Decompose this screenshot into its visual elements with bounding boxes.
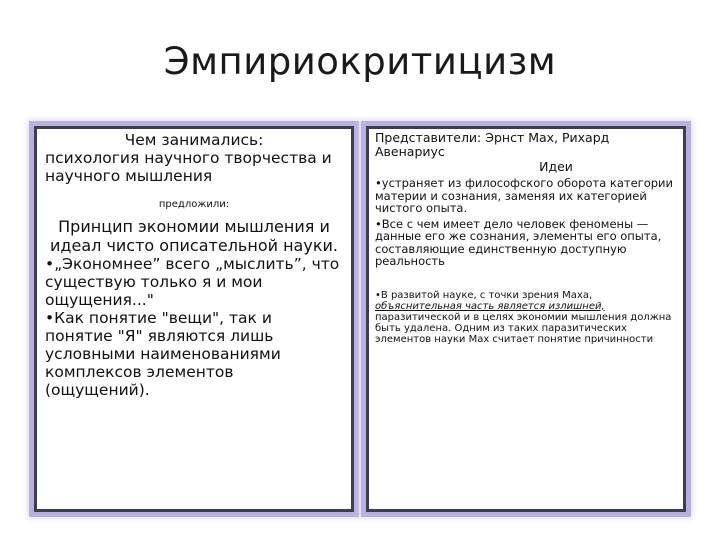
right-panel: [366, 126, 686, 512]
right-bullet-3-emphasis: объяснительная часть является излишней,: [375, 300, 605, 312]
right-bullet-3-suffix: паразитической и в целях экономии мышления должна быть удалена. Одним из таких паразитических элементов науки Мах считает понятие причинности: [375, 311, 672, 345]
proposed-label: предложили:: [158, 199, 230, 210]
left-bullet-2: •Как понятие "вещи", так и понятие "Я" являются лишь условными наименованиями комплексов элементов (ощущений).: [45, 309, 281, 399]
left-heading: Чем занимались:: [124, 131, 264, 149]
left-bullet-1: •„Экономнее” всего „мыслить”, что существую только я и мои ощущения...": [45, 255, 340, 309]
right-bullet-3: [375, 290, 677, 345]
left-body-text: психология научного творчества и научного мышления: [45, 149, 332, 185]
representatives-text: Представители: Эрнст Мах, Рихард Авенариус: [375, 130, 610, 159]
slide-title: Эмпириокритицизм: [163, 40, 557, 83]
right-bullet-3-prefix: •В развитой науке, с точки зрения Маха,: [375, 289, 593, 301]
right-bullet-1: •устраняет из философского оборота категории материи и сознания, заменяя их категорией чистого опыта.: [375, 176, 673, 215]
right-bullet-2: •Все с чем имеет дело человек феномены — данные его же сознания, элементы его опыта, составляющие единственную доступную реальность: [375, 216, 662, 268]
ideas-label: Идеи: [539, 159, 573, 174]
principle-text: Принцип экономии мышления и идеал чисто описательной науки.: [50, 217, 338, 255]
left-panel: [34, 126, 354, 512]
